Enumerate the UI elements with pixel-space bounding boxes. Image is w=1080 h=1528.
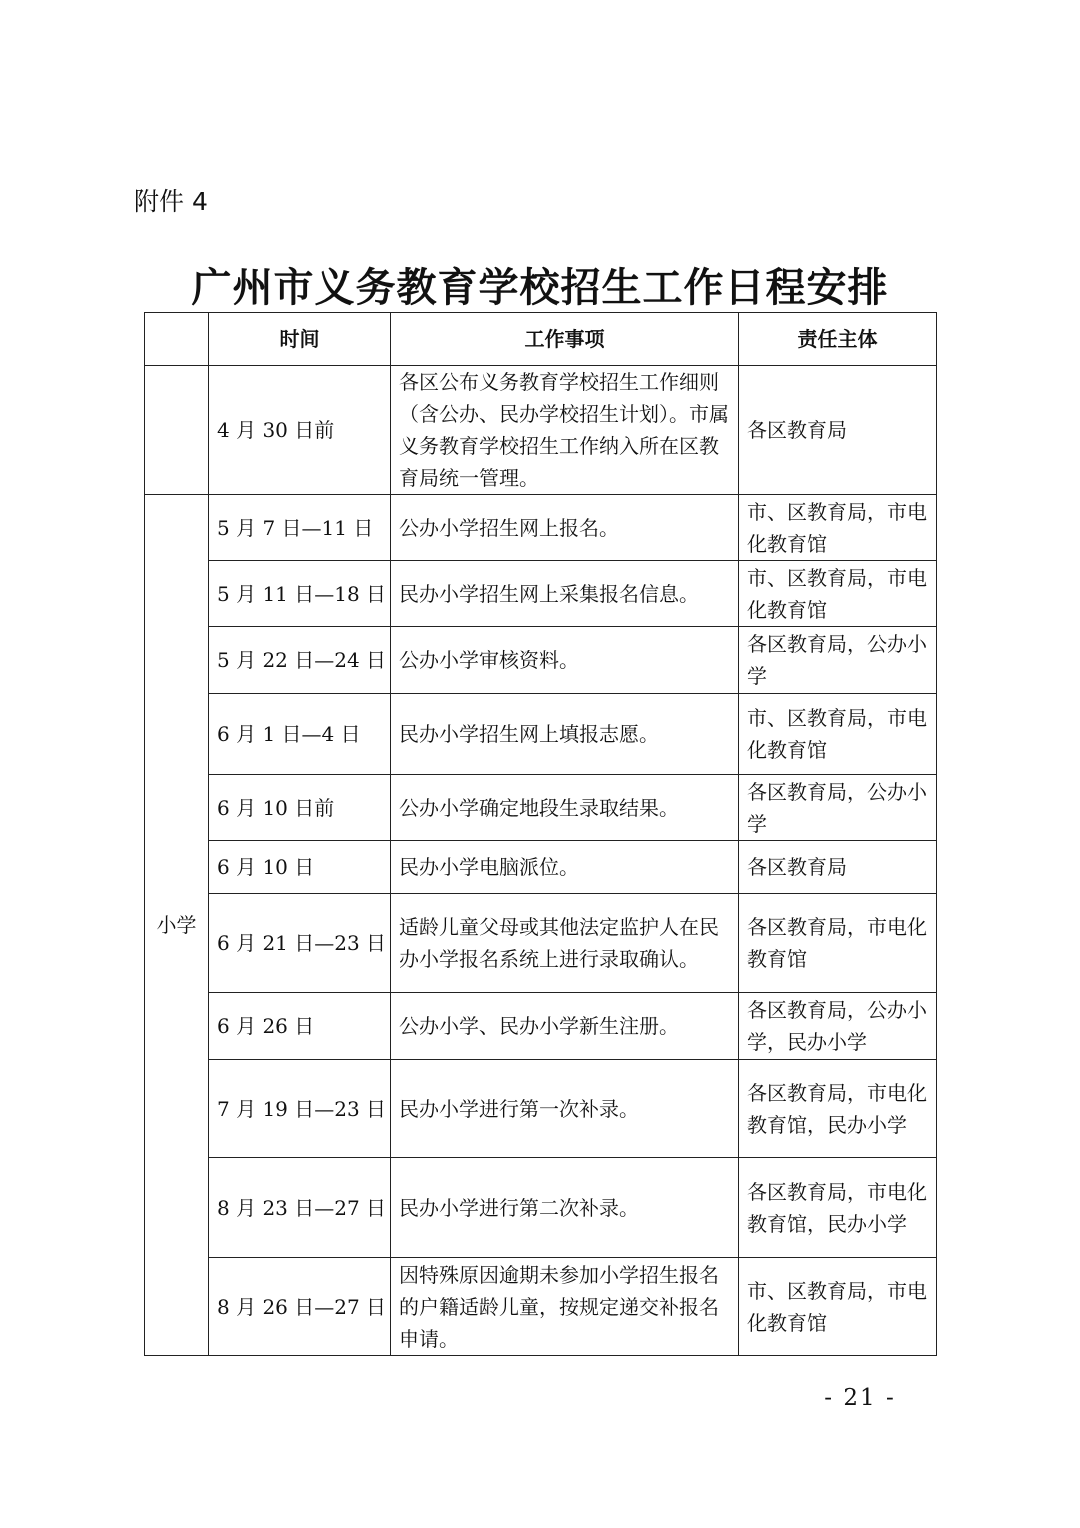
document-title: 广州市义务教育学校招生工作日程安排 xyxy=(191,265,889,311)
time-cell: 4 月 30 日前 xyxy=(209,366,391,495)
attachment-label: 附件 4 xyxy=(134,187,208,216)
responsible-cell: 各区教育局，市电化教育馆，民办小学 xyxy=(739,1158,937,1258)
table-row xyxy=(145,1158,937,1258)
category-cell xyxy=(145,366,209,495)
table-row xyxy=(145,627,937,694)
table-row xyxy=(145,1060,937,1158)
table-row xyxy=(145,366,937,495)
time-cell: 5 月 7 日—11 日 xyxy=(209,495,391,561)
task-cell: 民办小学招生网上采集报名信息。 xyxy=(391,561,739,627)
header-time: 时间 xyxy=(209,313,391,366)
task-cell: 民办小学进行第二次补录。 xyxy=(391,1158,739,1258)
time-cell: 8 月 23 日—27 日 xyxy=(209,1158,391,1258)
responsible-cell: 市、区教育局，市电化教育馆 xyxy=(739,694,937,775)
responsible-cell: 各区教育局，公办小学 xyxy=(739,627,937,694)
responsible-cell: 市、区教育局，市电化教育馆 xyxy=(739,495,937,561)
time-cell: 5 月 11 日—18 日 xyxy=(209,561,391,627)
task-cell: 民办小学电脑派位。 xyxy=(391,841,739,894)
table-row xyxy=(145,775,937,841)
table-row xyxy=(145,993,937,1060)
task-cell: 适龄儿童父母或其他法定监护人在民办小学报名系统上进行录取确认。 xyxy=(391,894,739,993)
task-cell: 民办小学进行第一次补录。 xyxy=(391,1060,739,1158)
time-cell: 6 月 26 日 xyxy=(209,993,391,1060)
schedule-table xyxy=(144,312,937,1356)
time-cell: 7 月 19 日—23 日 xyxy=(209,1060,391,1158)
time-cell: 6 月 10 日 xyxy=(209,841,391,894)
table-row xyxy=(145,841,937,894)
task-cell: 民办小学招生网上填报志愿。 xyxy=(391,694,739,775)
responsible-cell: 市、区教育局，市电化教育馆 xyxy=(739,1258,937,1356)
responsible-cell: 各区教育局，公办小学 xyxy=(739,775,937,841)
responsible-cell: 各区教育局，市电化教育馆，民办小学 xyxy=(739,1060,937,1158)
task-cell: 公办小学招生网上报名。 xyxy=(391,495,739,561)
responsible-cell: 各区教育局 xyxy=(739,841,937,894)
table-row xyxy=(145,1258,937,1356)
task-cell: 公办小学审核资料。 xyxy=(391,627,739,694)
table-header-row xyxy=(145,313,937,366)
page-number: - 21 - xyxy=(824,1385,896,1411)
responsible-cell: 市、区教育局，市电化教育馆 xyxy=(739,561,937,627)
task-cell: 各区公布义务教育学校招生工作细则（含公办、民办学校招生计划）。市属义务教育学校招生工作纳入所在区教育局统一管理。 xyxy=(391,366,739,495)
header-task: 工作事项 xyxy=(391,313,739,366)
responsible-cell: 各区教育局，公办小学，民办小学 xyxy=(739,993,937,1060)
time-cell: 6 月 10 日前 xyxy=(209,775,391,841)
header-responsible: 责任主体 xyxy=(739,313,937,366)
table-row xyxy=(145,495,937,561)
task-cell: 因特殊原因逾期未参加小学招生报名的户籍适龄儿童，按规定递交补报名申请。 xyxy=(391,1258,739,1356)
time-cell: 6 月 21 日—23 日 xyxy=(209,894,391,993)
responsible-cell: 各区教育局，市电化教育馆 xyxy=(739,894,937,993)
time-cell: 6 月 1 日—4 日 xyxy=(209,694,391,775)
table-row xyxy=(145,894,937,993)
task-cell: 公办小学、民办小学新生注册。 xyxy=(391,993,739,1060)
time-cell: 8 月 26 日—27 日 xyxy=(209,1258,391,1356)
table-row xyxy=(145,694,937,775)
task-cell: 公办小学确定地段生录取结果。 xyxy=(391,775,739,841)
responsible-cell: 各区教育局 xyxy=(739,366,937,495)
table-row xyxy=(145,561,937,627)
time-cell: 5 月 22 日—24 日 xyxy=(209,627,391,694)
header-category xyxy=(145,313,209,366)
category-cell-primary: 小学 xyxy=(145,495,209,1356)
